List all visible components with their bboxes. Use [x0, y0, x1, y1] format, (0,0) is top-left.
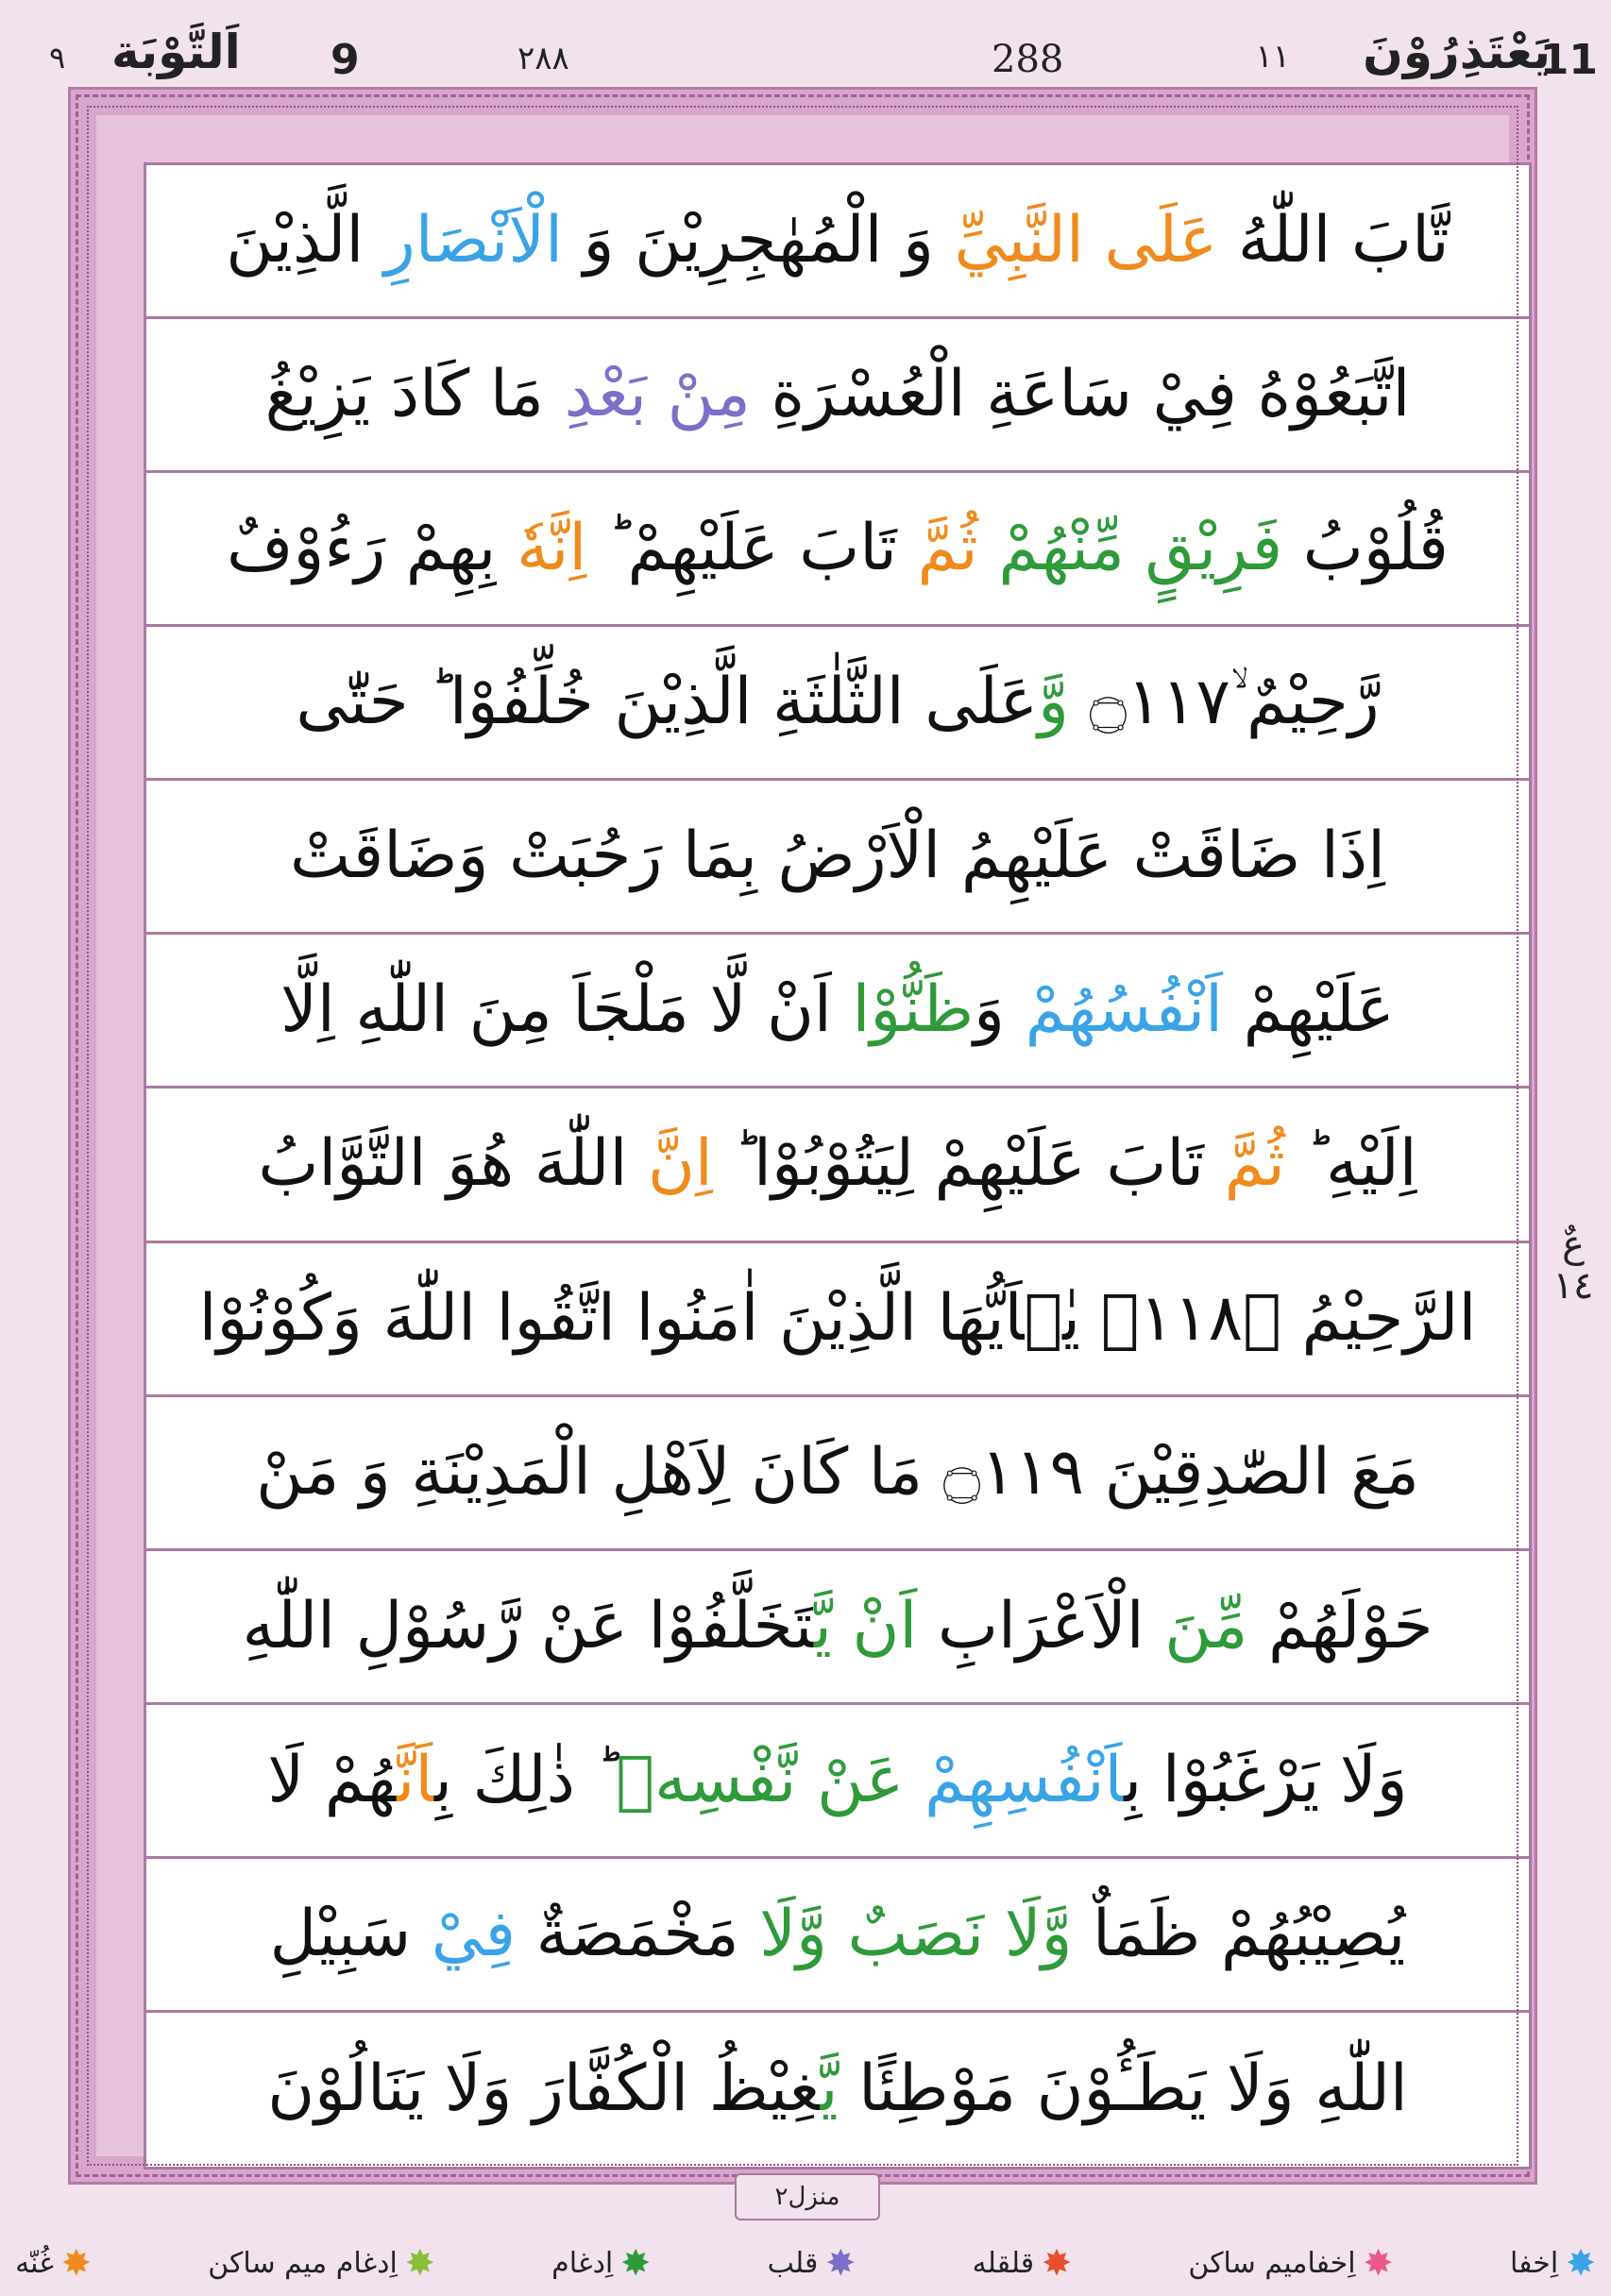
surah-number: 9	[331, 36, 360, 84]
verse-line	[146, 1705, 1529, 1859]
verse-segment: وَلَا يَرْغَبُوْا بِ	[1124, 1742, 1408, 1817]
legend-item	[15, 2242, 92, 2284]
star-icon: ✸	[825, 2242, 856, 2284]
juz-number: 11	[1539, 36, 1598, 84]
verse-segment: عَلَيْهِمْ	[1223, 972, 1395, 1048]
verse-segment: رَّحِيْمٌ ۙ۝١١٧	[1068, 665, 1380, 740]
verse-line-text	[296, 665, 1380, 740]
verse-segment: الرَّحِيْمُ ۝١١٨ۧ يٰۤاَيُّهَا الَّذِيْنَ اٰمَنُوا اتَّقُوا اللّٰهَ وَكُوْنُوْا	[198, 1280, 1477, 1356]
verse-line-text	[264, 357, 1411, 432]
legend-item	[208, 2242, 435, 2284]
page-number: 288	[992, 38, 1064, 81]
tajweed-highlight: نَصَبٌ وَّلَا	[759, 1896, 985, 1971]
tajweed-highlight: عَنْ نَّفْسِهٖ	[616, 1742, 905, 1817]
verse-segment: اتَّبَعُوْهُ فِيْ سَاعَةِ الْعُسْرَةِ	[750, 357, 1411, 432]
verse-line-text	[280, 972, 1395, 1048]
page-header	[0, 0, 1611, 94]
tajweed-legend	[0, 2230, 1611, 2296]
legend-item	[767, 2242, 856, 2284]
legend-label: اِدغام میم ساکن	[208, 2246, 398, 2280]
verse-line	[146, 473, 1529, 627]
verse-segment: اللّٰهَ هُوَ التَّوَّابُ	[258, 1126, 648, 1202]
verse-line	[146, 165, 1529, 319]
tajweed-highlight: اَنْ يَّ	[813, 1588, 918, 1663]
star-icon: ✸	[404, 2242, 435, 2284]
verse-line	[146, 1859, 1529, 2013]
surah-number-arabic: ٩	[49, 40, 66, 76]
legend-label: اِدغام	[551, 2246, 614, 2280]
tajweed-highlight: وَّلَا	[1004, 1896, 1073, 1971]
legend-item	[972, 2242, 1072, 2284]
legend-label: قلب	[767, 2246, 819, 2280]
verse-segment: قُلُوْبُ	[1282, 511, 1449, 586]
verse-line	[146, 1089, 1529, 1242]
verse-segment: اللّٰهِ وَلَا يَطَـُٔوْنَ مَوْطِئًا	[838, 2051, 1408, 2127]
tajweed-highlight: ثُمَّ	[917, 511, 978, 586]
verse-line-text	[226, 203, 1450, 279]
verse-segment: تَّابَ اللّٰهُ	[1217, 203, 1450, 279]
verse-line	[146, 781, 1529, 935]
verse-segment: مَخْمَصَةٌ	[515, 1896, 760, 1971]
verse-line	[146, 935, 1529, 1089]
verse-segment	[978, 511, 999, 585]
verse-line-text	[227, 511, 1449, 586]
verse-segment: وَ الْمُهٰجِرِيْنَ وَ	[563, 203, 955, 279]
verse-segment: اِلَيْهِ ؕ	[1284, 1126, 1417, 1202]
tajweed-highlight: وَّ	[1038, 665, 1069, 740]
verse-line-text	[289, 819, 1386, 894]
legend-label: غُنّه	[15, 2246, 54, 2280]
verse-segment: تَخَلَّفُوْا عَنْ رَّسُوْلِ اللّٰهِ	[242, 1588, 814, 1663]
verse-segment: ؕ ذٰلِكَ بِ	[434, 1742, 617, 1817]
ruku-marker: عٌ ١٤	[1552, 1223, 1594, 1308]
legend-item	[1509, 2242, 1596, 2284]
legend-label: اِخفامیم ساکن	[1188, 2246, 1356, 2280]
verse-line	[146, 627, 1529, 781]
verse-segment: يُصِيْبُهُمْ ظَمَاٌ	[1072, 1896, 1406, 1971]
tajweed-highlight: فَرِيْقٍ مِّنْهُمْ	[998, 511, 1283, 586]
tajweed-highlight: يَّ	[820, 2051, 839, 2127]
quran-text-area	[144, 162, 1532, 2169]
star-icon: ✸	[1363, 2242, 1394, 2284]
juz-name: يَعْتَذِرُوْنَ	[1363, 25, 1551, 79]
verse-line-text	[198, 1280, 1477, 1356]
tajweed-highlight: اِنَّهٗ	[516, 511, 587, 586]
tajweed-highlight: فِيْ	[431, 1896, 516, 1971]
star-icon: ✸	[1566, 2242, 1596, 2284]
juz-number-arabic: ١١	[1255, 38, 1290, 76]
page-number-arabic: ٢٨٨	[517, 40, 569, 77]
verse-line	[146, 2013, 1529, 2167]
verse-segment: مَا كَادَ يَزِيْغُ	[264, 357, 565, 432]
legend-label: قلقله	[972, 2246, 1035, 2280]
verse-segment	[984, 1897, 1005, 1971]
verse-segment: الْاَعْرَابِ	[917, 1588, 1165, 1663]
verse-line-text	[256, 1434, 1419, 1510]
tajweed-highlight: اَنْفُسِهِمْ	[924, 1742, 1125, 1817]
verse-line	[146, 1243, 1529, 1397]
verse-segment: حَوْلَهُمْ	[1247, 1588, 1433, 1663]
legend-item	[1188, 2242, 1394, 2284]
tajweed-highlight: اَنَّ	[397, 1742, 435, 1817]
verse-line	[146, 319, 1529, 473]
verse-line-text	[267, 2051, 1408, 2127]
verse-segment: غِيْظُ الْكُفَّارَ وَلَا يَنَالُوْنَ	[267, 2051, 821, 2127]
surah-name: اَلتَّوْبَة	[111, 25, 241, 79]
legend-label: اِخفا	[1509, 2246, 1559, 2280]
ornamental-frame	[68, 87, 1537, 2185]
verse-segment: عَلَى الثَّلٰثَةِ الَّذِيْنَ خُلِّفُوْا ؕ حَتّٰى	[296, 665, 1039, 740]
manzil-label: منزل٢	[735, 2173, 880, 2220]
verse-segment: تَابَ عَلَيْهِمْ لِيَتُوْبُوْا ؕ	[712, 1126, 1225, 1202]
tajweed-highlight: ظَنُّوْا	[852, 972, 975, 1048]
verse-segment: مَعَ الصّٰدِقِيْنَ ۝١١٩ مَا كَانَ لِاَهْلِ الْمَدِيْنَةِ وَ مَنْ	[256, 1434, 1419, 1510]
verse-line-text	[269, 1896, 1406, 1971]
tajweed-highlight: ثُمَّ	[1224, 1126, 1285, 1202]
tajweed-highlight: مِّنَ	[1164, 1588, 1248, 1663]
verse-segment: تَابَ عَلَيْهِمْ ؕ	[586, 511, 918, 586]
verse-line-text	[258, 1126, 1417, 1202]
verse-segment: اِذَا ضَاقَتْ عَلَيْهِمُ الْاَرْضُ بِمَا رَحُبَتْ وَضَاقَتْ	[289, 819, 1386, 894]
star-icon: ✸	[60, 2242, 92, 2284]
tajweed-highlight: اِنَّ	[647, 1126, 713, 1202]
legend-item	[551, 2242, 652, 2284]
verse-segment	[904, 1743, 924, 1817]
verse-segment: الَّذِيْنَ	[226, 203, 384, 279]
verse-line-text	[267, 1742, 1408, 1817]
verse-segment: اَنْ لَّا مَلْجَاَ مِنَ اللّٰهِ اِلَّا	[280, 972, 853, 1048]
verse-segment: سَبِيْلِ	[269, 1896, 432, 1971]
star-icon: ✸	[620, 2242, 652, 2284]
verse-line-text	[242, 1588, 1433, 1663]
tajweed-highlight: مِنْ بَعْدِ	[564, 357, 751, 432]
verse-line	[146, 1551, 1529, 1705]
star-icon: ✸	[1042, 2242, 1072, 2284]
tajweed-highlight: عَلَى النَّبِيِّ	[954, 203, 1218, 279]
verse-segment: وَ	[974, 972, 1026, 1048]
tajweed-highlight: الْاَنْصَارِ	[383, 203, 564, 279]
verse-segment: هُمْ لَا	[267, 1742, 398, 1817]
tajweed-highlight: اَنْفُسُهُمْ	[1025, 972, 1224, 1048]
verse-segment: بِهِمْ رَءُوْفٌ	[227, 511, 517, 586]
verse-line	[146, 1397, 1529, 1551]
